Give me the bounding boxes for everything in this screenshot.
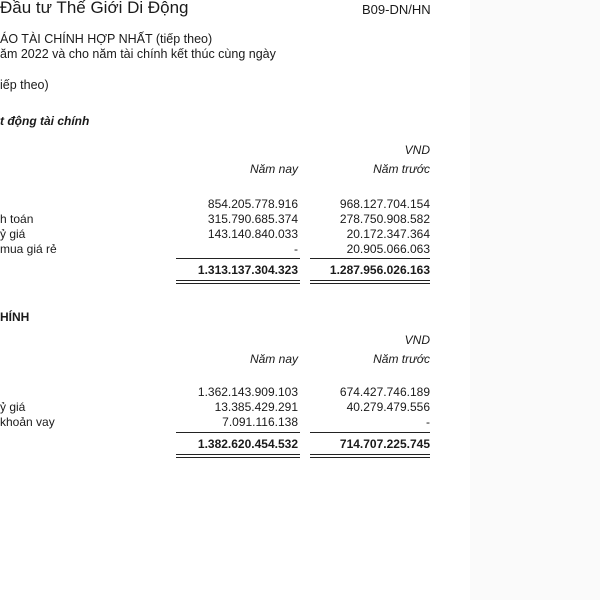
section1-subtotal-rule-current xyxy=(176,258,300,259)
form-code: B09-DN/HN xyxy=(362,2,431,17)
section2-row-prior: 674.427.746.189 xyxy=(339,385,430,399)
section1-row-current: 854.205.778.916 xyxy=(207,197,298,211)
notes-continued: iếp theo) xyxy=(0,78,49,92)
report-period: ăm 2022 và cho năm tài chính kết thúc cùng ngày xyxy=(0,47,276,61)
company-name: Đầu tư Thế Giới Di Động xyxy=(0,0,189,17)
section2-row-label: khoản vay xyxy=(0,415,55,429)
section1-row-label: mua giá rẻ xyxy=(0,242,57,256)
section1-total-prior: 1.287.956.026.163 xyxy=(329,263,430,277)
section2-total-current: 1.382.620.454.532 xyxy=(197,437,298,451)
section1-row-prior: 20.172.347.364 xyxy=(346,227,430,241)
section1-total-double-rule-current xyxy=(176,280,300,284)
section1-row-prior: 278.750.908.582 xyxy=(339,212,430,226)
section2-row-prior: 40.279.479.556 xyxy=(346,400,430,414)
section1-row-current: - xyxy=(294,242,298,256)
section1-total-double-rule-prior xyxy=(310,280,430,284)
section2-subtotal-rule-prior xyxy=(310,432,430,433)
section2-col-prior: Năm trước xyxy=(373,352,430,366)
section1-col-current: Năm nay xyxy=(249,162,298,176)
section2-row-label: ỷ giá xyxy=(0,400,26,414)
section1-col-prior: Năm trước xyxy=(373,162,430,176)
page-edge-shadow xyxy=(470,0,600,600)
section1-currency: VND xyxy=(404,143,430,157)
section1-row-prior: 20.905.066.063 xyxy=(346,242,430,256)
report-title: ÁO TÀI CHÍNH HỢP NHẤT (tiếp theo) xyxy=(0,32,213,46)
section2-row-current: 1.362.143.909.103 xyxy=(197,385,298,399)
section1-title: t động tài chính xyxy=(0,114,90,128)
section2-row-current: 13.385.429.291 xyxy=(214,400,298,414)
section1-row-prior: 968.127.704.154 xyxy=(339,197,430,211)
section2-total-double-rule-prior xyxy=(310,454,430,458)
section2-subtotal-rule-current xyxy=(176,432,300,433)
section1-total-current: 1.313.137.304.323 xyxy=(197,263,298,277)
section1-subtotal-rule-prior xyxy=(310,258,430,259)
section2-total-double-rule-current xyxy=(176,454,300,458)
section1-row-current: 143.140.840.033 xyxy=(207,227,298,241)
section1-row-current: 315.790.685.374 xyxy=(207,212,298,226)
section2-title: HÍNH xyxy=(0,310,30,324)
section2-row-current: 7.091.116.138 xyxy=(222,415,298,429)
section1-row-label: h toán xyxy=(0,212,34,226)
section2-row-prior: - xyxy=(426,415,430,429)
section2-currency: VND xyxy=(404,333,430,347)
section2-total-prior: 714.707.225.745 xyxy=(339,437,430,451)
section1-row-label: ỷ giá xyxy=(0,227,26,241)
section2-col-current: Năm nay xyxy=(249,352,298,366)
